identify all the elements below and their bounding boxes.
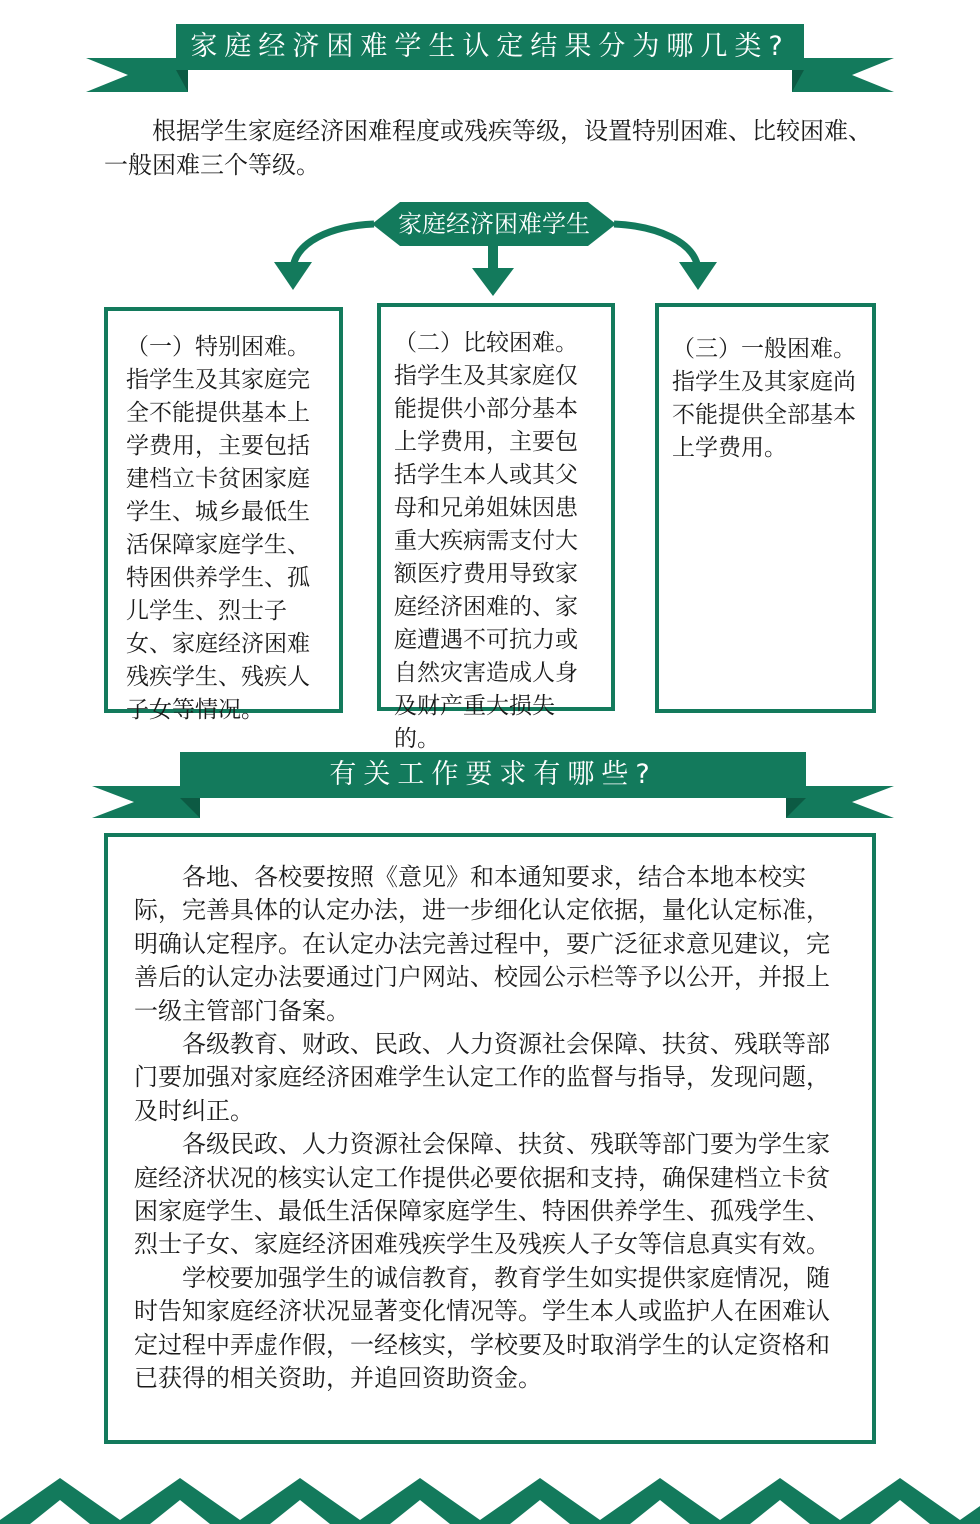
- section2-title: 有关工作要求有哪些?: [329, 759, 657, 790]
- section1-title: 家庭经济困难学生认定结果分为哪几类?: [190, 31, 790, 62]
- arrow-left-head: [274, 262, 312, 290]
- category-box-3: [655, 303, 876, 713]
- ribbon-tail-right: [792, 58, 894, 92]
- center-label: 家庭经济困难学生: [398, 210, 590, 238]
- arrow-right: [614, 224, 698, 268]
- category-box-1: [104, 307, 343, 723]
- category-text-2: （二）比较困难。指学生及其家庭仅能提供小部分基本上学费用，主要包括学生本人或其父母和兄弟姐妹因患重大疾病需支付大额医疗费用导致家庭经济困难的、家庭遭遇不可抗力或自然灾害造成人身及财产重大损失的。: [394, 330, 578, 752]
- requirement-paragraph: 各级民政、人力资源社会保障、扶贫、残联等部门要为学生家庭经济状况的核实认定工作提供必要依据和支持，确保建档立卡贫困家庭学生、最低生活保障家庭学生、特困供养学生、孤残学生、烈士子女、家庭经济困难残疾学生及残疾人子女等信息真实有效。: [134, 1130, 830, 1259]
- category-text-3: （三）一般困难。指学生及其家庭尚不能提供全部基本上学费用。: [672, 336, 856, 461]
- arrow-left: [293, 224, 374, 268]
- category-text-1: （一）特别困难。指学生及其家庭完全不能提供基本上学费用，主要包括建档立卡贫困家庭学生、城乡最低生活保障家庭学生、特困供养学生、孤儿学生、烈士子女、家庭经济困难残疾学生、残疾人子女等情况。: [126, 334, 310, 723]
- section1-intro: 根据学生家庭经济困难程度或残疾等级，设置特别困难、比较困难、一般困难三个等级。: [104, 117, 872, 179]
- requirement-paragraph: 各级教育、财政、民政、人力资源社会保障、扶贫、残联等部门要加强对家庭经济困难学生认定工作的监督与指导，发现问题，及时纠正。: [134, 1030, 830, 1125]
- requirements-box: [104, 833, 876, 1444]
- requirement-paragraph: 各地、各校要按照《意见》和本通知要求，结合本地本校实际，完善具体的认定办法，进一步细化认定依据，量化认定标准，明确认定程序。在认定办法完善过程中，要广泛征求意见建议，完善后的认定办法要通过门户网站、校园公示栏等予以公开，并报上一级主管部门备案。: [134, 863, 830, 1025]
- arrow-right-head: [679, 262, 717, 290]
- ribbon-tail-left: [86, 58, 188, 92]
- arrow-center: [488, 246, 498, 270]
- category-box-2: [377, 303, 615, 752]
- requirement-paragraph: 学校要加强学生的诚信教育，教育学生如实提供家庭情况，随时告知家庭经济状况显著变化情况等。学生本人或监护人在困难认定过程中弄虚作假，一经核实，学校要及时取消学生的认定资格和已获得的相关资助，并追回资助资金。: [134, 1263, 830, 1393]
- bottom-zigzag: [0, 1478, 980, 1524]
- arrow-center-head: [472, 268, 514, 296]
